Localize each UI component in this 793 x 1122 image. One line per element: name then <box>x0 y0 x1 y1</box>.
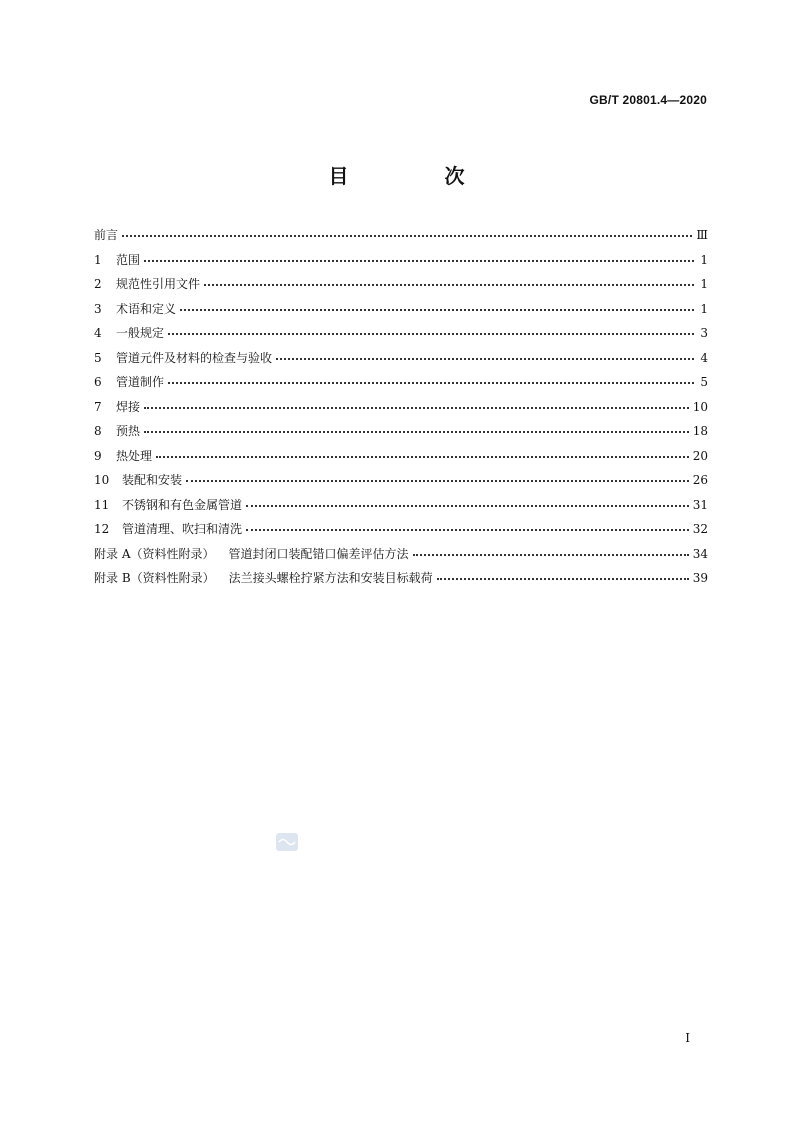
toc-leader-dots <box>144 423 689 435</box>
toc-leader-dots <box>246 521 689 533</box>
toc-entry-foreword[interactable] <box>94 226 708 251</box>
toc-entry-3[interactable] <box>94 300 708 325</box>
page-number: I <box>685 1031 690 1045</box>
toc-entry-label: 焊接 <box>116 399 141 414</box>
toc-entry-page: 20 <box>692 448 708 463</box>
toc-entry-page: 1 <box>700 301 708 316</box>
toc-entry-label: 法兰接头螺栓拧紧方法和安装目标载荷 <box>228 571 433 585</box>
toc-entry-number: 4 <box>94 326 102 340</box>
toc-entry-label: 管道封闭口装配错口偏差评估方法 <box>228 546 409 561</box>
toc-entry-page: 31 <box>692 497 708 512</box>
toc-leader-dots <box>144 252 694 264</box>
page-title: 目 次 <box>328 164 503 188</box>
toc-entry-page: 4 <box>700 350 708 365</box>
toc-entry-number: 9 <box>94 448 102 463</box>
toc-entry-4[interactable] <box>94 324 708 349</box>
toc-entry-page: 3 <box>700 326 708 340</box>
toc-entry-number: 3 <box>94 301 102 316</box>
toc-entry-number: 12 <box>94 522 110 536</box>
sac-logo-icon <box>276 833 298 851</box>
toc-leader-dots <box>437 570 689 582</box>
toc-entry-label: 装配和安装 <box>122 473 183 487</box>
toc-entry-number: 1 <box>94 252 102 267</box>
toc-entry-page: 10 <box>692 399 708 414</box>
toc-leader-dots <box>168 374 694 386</box>
toc-entry-number: 7 <box>94 399 102 414</box>
toc-leader-dots <box>156 448 689 460</box>
toc-entry-12[interactable] <box>94 520 708 545</box>
toc-entry-number: 6 <box>94 375 102 389</box>
toc-entry-7[interactable] <box>94 398 708 423</box>
toc-entry-appendix-a[interactable] <box>94 545 708 570</box>
toc-entry-6[interactable] <box>94 373 708 398</box>
toc-entry-appendix-b[interactable] <box>94 569 708 594</box>
toc-entry-page: 1 <box>700 252 708 267</box>
toc-appendix-tag: 附录 A（资料性附录） <box>94 546 215 561</box>
toc-entry-9[interactable] <box>94 447 708 472</box>
toc-leader-dots <box>168 325 694 337</box>
toc-entry-label: 热处理 <box>116 448 153 463</box>
toc-leader-dots <box>204 276 694 288</box>
toc-entry-number: 2 <box>94 277 102 291</box>
toc-entry-label: 术语和定义 <box>116 301 177 316</box>
standard-code: GB/T 20801.4—2020 <box>589 93 707 107</box>
toc-entry-page: Ⅲ <box>696 228 708 242</box>
toc-entry-5[interactable] <box>94 349 708 374</box>
toc-entry-page: 5 <box>700 375 708 389</box>
toc-entry-label: 管道制作 <box>116 375 165 389</box>
toc-entry-number: 11 <box>94 497 110 512</box>
toc-entry-label: 不锈钢和有色金属管道 <box>122 497 243 512</box>
toc-leader-dots <box>246 497 689 509</box>
toc-entry-number: 5 <box>94 350 102 365</box>
toc-entry-number: 10 <box>94 473 110 487</box>
toc-entry-page: 32 <box>692 522 708 536</box>
toc-entry-page: 26 <box>692 473 708 487</box>
toc-leader-dots <box>122 227 692 239</box>
toc-leader-dots <box>180 301 694 313</box>
toc-appendix-tag: 附录 B（资料性附录） <box>94 571 215 585</box>
toc-leader-dots <box>144 399 689 411</box>
toc-leader-dots <box>413 546 689 558</box>
toc-entry-number: 8 <box>94 424 102 438</box>
toc-entry-label: 预热 <box>116 424 141 438</box>
toc-entry-page: 34 <box>692 546 708 561</box>
toc-entry-page: 1 <box>700 277 708 291</box>
toc-entry-11[interactable] <box>94 496 708 521</box>
toc-entry-label: 前言 <box>94 228 119 242</box>
toc-entry-10[interactable] <box>94 471 708 496</box>
toc-entry-label: 管道清理、吹扫和清洗 <box>122 522 243 536</box>
toc-entry-8[interactable] <box>94 422 708 447</box>
toc-entry-label: 规范性引用文件 <box>116 277 201 291</box>
toc-entry-2[interactable] <box>94 275 708 300</box>
toc-entry-page: 18 <box>692 424 708 438</box>
toc-leader-dots <box>186 472 689 484</box>
toc-entry-label: 管道元件及材料的检查与验收 <box>116 350 273 365</box>
toc-leader-dots <box>276 350 694 362</box>
toc-entry-1[interactable] <box>94 251 708 276</box>
toc-entry-page: 39 <box>692 571 708 585</box>
toc-entry-label: 范围 <box>116 252 141 267</box>
table-of-contents <box>94 226 708 594</box>
toc-entry-label: 一般规定 <box>116 326 165 340</box>
